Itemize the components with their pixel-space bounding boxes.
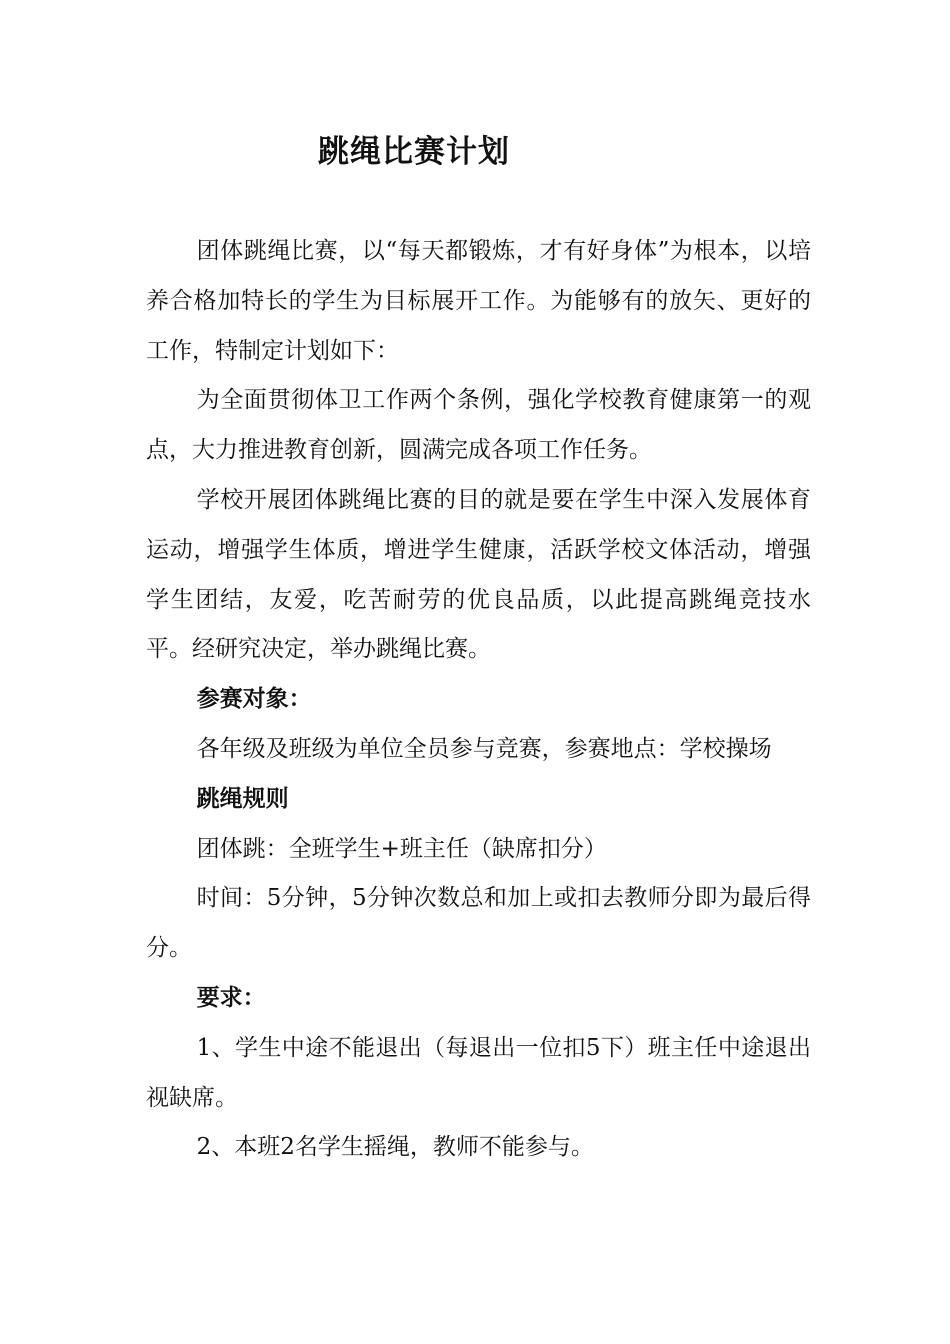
- requirement-1: 1、学生中途不能退出（每退出一位扣5下）班主任中途退出视缺席。: [146, 1034, 811, 1111]
- participants-heading: 参赛对象：: [196, 686, 312, 713]
- document-title: 跳绳比赛计划: [318, 134, 510, 170]
- time-paragraph: 时间：5分钟，5分钟次数总和加上或扣去教师分即为最后得分。: [146, 885, 811, 962]
- goal-paragraph: 学校开展团体跳绳比赛的目的就是要在学生中深入发展体育运动，增强学生体质，增进学生健康，活跃学校文体活动，增强学生团结，友爱，吃苦耐劳的优良品质，以此提高跳绳竞技水平。经研究决定，举办跳绳比赛。: [146, 486, 811, 663]
- team-jump-paragraph: 团体跳：全班学生+班主任（缺席扣分）: [196, 835, 607, 862]
- document-body: [146, 227, 811, 1173]
- requirements-heading: 要求：: [196, 984, 266, 1011]
- intro-paragraph: 团体跳绳比赛，以“每天都锻炼，才有好身体”为根本，以培养合格加特长的学生为目标展开工作。为能够有的放矢、更好的工作，特制定计划如下：: [146, 238, 811, 364]
- rules-heading: 跳绳规则: [196, 785, 289, 812]
- requirement-2: 2、本班2名学生摇绳，教师不能参与。: [196, 1134, 594, 1161]
- participants-paragraph: 各年级及班级为单位全员参与竞赛，参赛地点：学校操场: [196, 735, 772, 762]
- purpose-paragraph: 为全面贯彻体卫工作两个条例，强化学校教育健康第一的观点，大力推进教育创新，圆满完成各项工作任务。: [146, 387, 811, 464]
